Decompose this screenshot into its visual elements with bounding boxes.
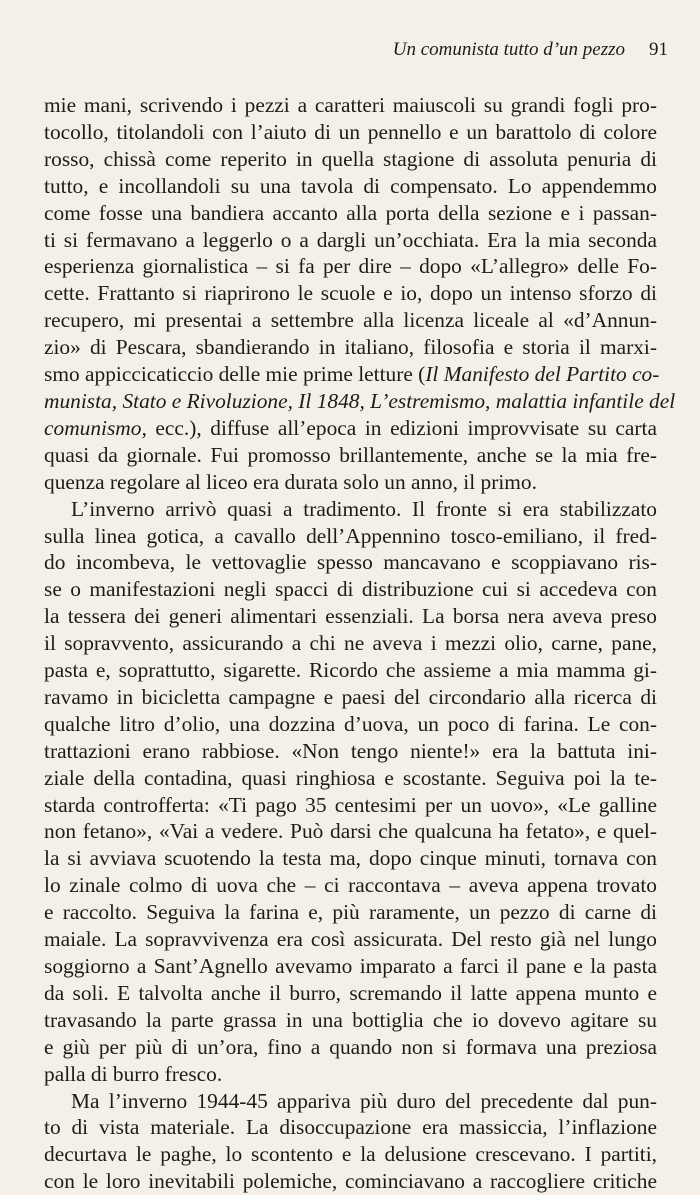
page-number: 91	[649, 39, 668, 60]
text-line: come fosse una bandiera accanto alla porta della sezione e i passan-	[44, 200, 657, 225]
text-segment: ecc.), diffuse all’epoca in edizioni improvvisate su carta	[146, 415, 657, 440]
text-line: ziale della contadina, quasi ringhiosa e scostante. Seguiva poi la te-	[44, 765, 657, 790]
text-line: trattazioni erano rabbiose. «Non tengo niente!» era la battuta ini-	[44, 738, 657, 763]
text-line	[44, 361, 660, 388]
text-line: il sopravvento, assicurando a chi ne aveva i mezzi olio, carne, pane,	[44, 631, 657, 656]
text-line: munista, Stato e Rivoluzione, Il 1848, L’estremismo, malattia infantile del	[44, 388, 676, 413]
text-line: palla di burro fresco.	[44, 1061, 223, 1086]
text-line: la tessera dei generi alimentari essenziali. La borsa nera aveva preso	[44, 604, 657, 629]
text-line: se o manifestazioni negli spacci di distribuzione cui si accedeva con	[44, 577, 657, 602]
text-line: esperienza giornalistica – si fa per dire – dopo «L’allegro» delle Fo-	[44, 254, 657, 279]
text-line: da soli. E talvolta anche il burro, scremando il latte appena munto e	[44, 980, 657, 1005]
text-line: ti si fermavano a leggerlo o a dargli un’occhiata. Era la mia seconda	[44, 227, 657, 252]
text-segment: smo appiccicaticcio delle mie prime letture (	[44, 362, 426, 387]
text-line: zio» di Pescara, sbandierando in italiano, filosofia e storia il marxi-	[44, 335, 657, 360]
text-line: lo zinale colmo di uova che – ci raccontava – aveva appena trovato	[44, 873, 657, 898]
running-head	[0, 38, 668, 62]
text-line: starda controfferta: «Ti pago 35 centesimi per un uovo», «Le galline	[44, 792, 657, 817]
running-title: Un comunista tutto d’un pezzo	[392, 39, 625, 60]
text-line: con le loro inevitabili polemiche, cominciavano a raccogliere critiche	[44, 1169, 657, 1194]
text-line: Ma l’inverno 1944-45 appariva più duro del precedente dal pun-	[71, 1088, 657, 1113]
text-line: travasando la parte grassa in una bottiglia che io dovevo agitare su	[44, 1007, 657, 1032]
text-line: maiale. La sopravvivenza era così assicurata. Del resto già nel lungo	[44, 927, 657, 952]
text-line: e raccolto. Seguiva la farina e, più raramente, un pezzo di carne di	[44, 900, 657, 925]
text-line: quasi da giornale. Fui promosso brillantemente, anche se la mia fre-	[44, 442, 657, 467]
text-line: decurtava le paghe, lo scontento e la delusione crescevano. I partiti,	[44, 1142, 657, 1167]
body-text	[44, 92, 676, 1195]
text-line: pasta e, soprattutto, sigarette. Ricordo che assieme a mia mamma gi-	[44, 658, 657, 683]
text-line: soggiorno a Sant’Agnello avevamo imparato a farci il pane e la pasta	[44, 954, 657, 978]
text-line: cette. Frattanto si riaprirono le scuole e io, dopo un intenso sforzo di	[44, 281, 657, 306]
text-line: rosso, chissà come reperito in quella stagione di assoluta penuria di	[44, 146, 657, 171]
text-line: L’inverno arrivò quasi a tradimento. Il fronte si era stabilizzato	[71, 496, 657, 521]
italic-title: comunismo,	[44, 415, 147, 440]
text-line: to di vista materiale. La disoccupazione era massiccia, l’inflazione	[44, 1115, 657, 1140]
text-line	[44, 415, 657, 442]
text-line: qualche litro d’olio, una dozzina d’uova, un poco di farina. Le con-	[44, 711, 657, 736]
text-line: tutto, e incollandoli su una tavola di compensato. Lo appendemmo	[44, 173, 657, 198]
text-line: mie mani, scrivendo i pezzi a caratteri maiuscoli su grandi fogli pro-	[44, 93, 657, 117]
text-line: ravamo in bicicletta campagne e paesi del circondario alla ricerca di	[44, 684, 657, 709]
text-line: sulla linea gotica, a cavallo dell’Appennino tosco-emiliano, il fred-	[44, 523, 657, 548]
text-line: e giù per più di un’ora, fino a quando non si formava una preziosa	[44, 1034, 657, 1059]
text-line: recupero, mi presentai a settembre alla licenza liceale al «d’Annun-	[44, 308, 657, 333]
text-line: quenza regolare al liceo era durata solo un anno, il primo.	[44, 469, 537, 494]
text-line: la si avviava scuotendo la testa ma, dopo cinque minuti, tornava con	[44, 846, 657, 871]
text-line: tocollo, titolandoli con l’aiuto di un pennello e un barattolo di colore	[44, 119, 657, 144]
text-line: non fetano», «Vai a vedere. Può darsi che qualcuna ha fetato», e quel-	[44, 819, 657, 844]
text-line: do incombeva, le vettovaglie spesso mancavano e scoppiavano ris-	[44, 550, 657, 575]
italic-title: Il Manifesto del Partito co-	[425, 362, 660, 387]
